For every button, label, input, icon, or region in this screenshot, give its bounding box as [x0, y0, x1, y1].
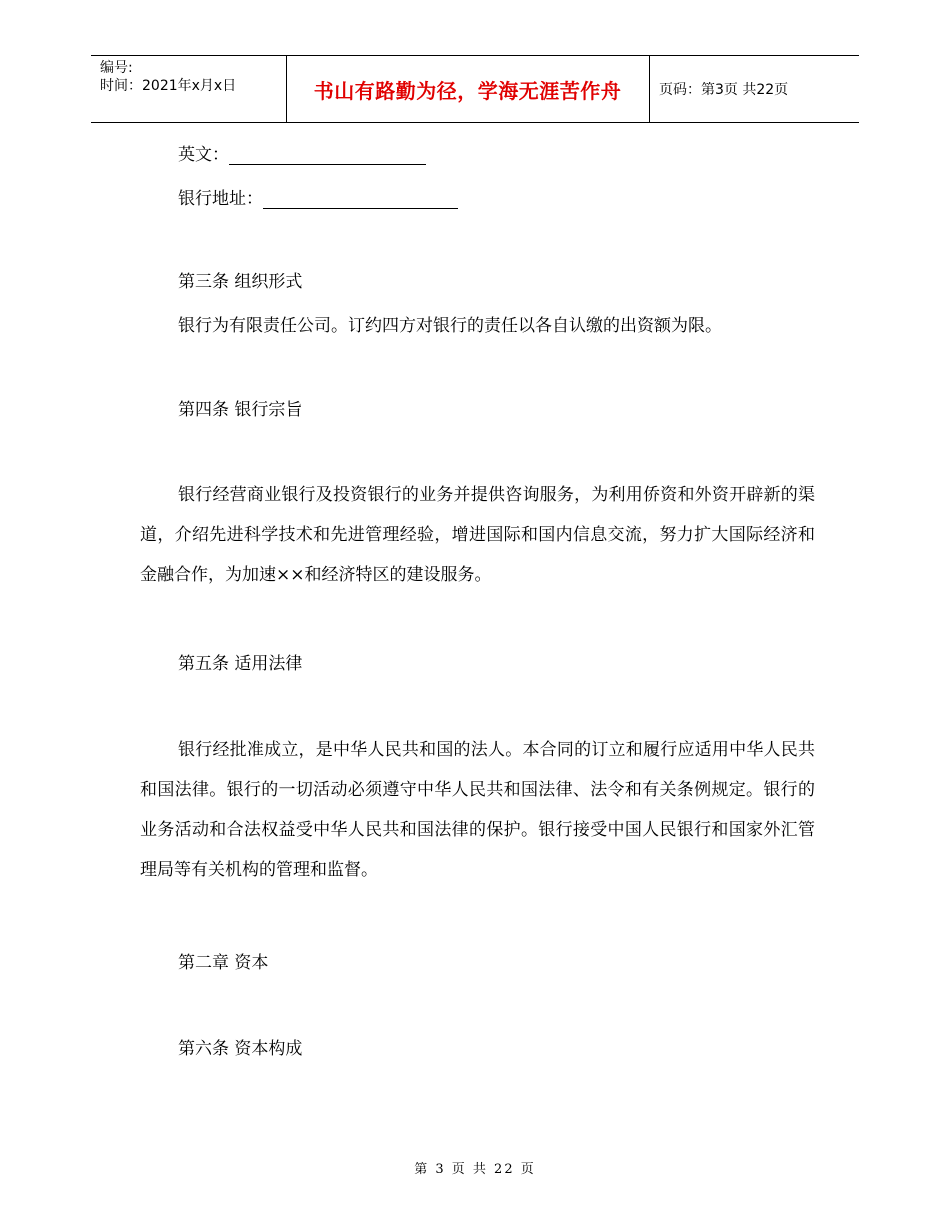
article-3-text: 银行为有限责任公司。订约四方对银行的责任以各自认缴的出资额为限。	[178, 316, 722, 336]
article-5-text: 银行经批准成立，是中华人民共和国的法人。本合同的订立和履行应适用中华人民共和国法律。银行的一切活动必须遵守中华人民共和国法律、法令和有关条例规定。银行的业务活动和合法权益受中华人民共和国法律的保护。银行接受中国人民银行和国家外汇管理局等有关机构的管理和监督。	[140, 740, 815, 880]
article-4-text: 银行经营商业银行及投资银行的业务并提供咨询服务，为利用侨资和外资开辟新的渠道，介绍先进科学技术和先进管理经验，增进国际和国内信息交流，努力扩大国际经济和金融合作，为加速××和经济特区的建设服务。	[140, 485, 815, 585]
english-name-blank	[229, 147, 426, 165]
page-footer: 第 3 页 共 22 页	[414, 1162, 536, 1177]
page-header	[91, 55, 859, 123]
header-motto: 书山有路勤为径，学海无涯苦作舟	[313, 78, 622, 103]
bank-address-field	[178, 189, 458, 209]
header-divider-right	[649, 56, 650, 122]
header-meta	[100, 59, 236, 95]
article-6-title: 第六条 资本构成	[178, 1039, 303, 1059]
article-3-title: 第三条 组织形式	[178, 272, 303, 292]
english-name-label: 英文：	[178, 145, 229, 165]
document-number-label: 编号:	[100, 60, 133, 76]
bank-address-label: 银行地址：	[178, 189, 263, 209]
bank-address-blank	[263, 191, 458, 209]
chapter-2-title: 第二章 资本	[178, 953, 269, 973]
english-name-field	[178, 145, 426, 165]
document-time: 时间：2021年x月x日	[100, 78, 237, 94]
header-page-info: 页码：第3页 共22页	[659, 82, 789, 98]
article-5-title: 第五条 适用法律	[178, 654, 303, 674]
article-4-title: 第四条 银行宗旨	[178, 400, 303, 420]
